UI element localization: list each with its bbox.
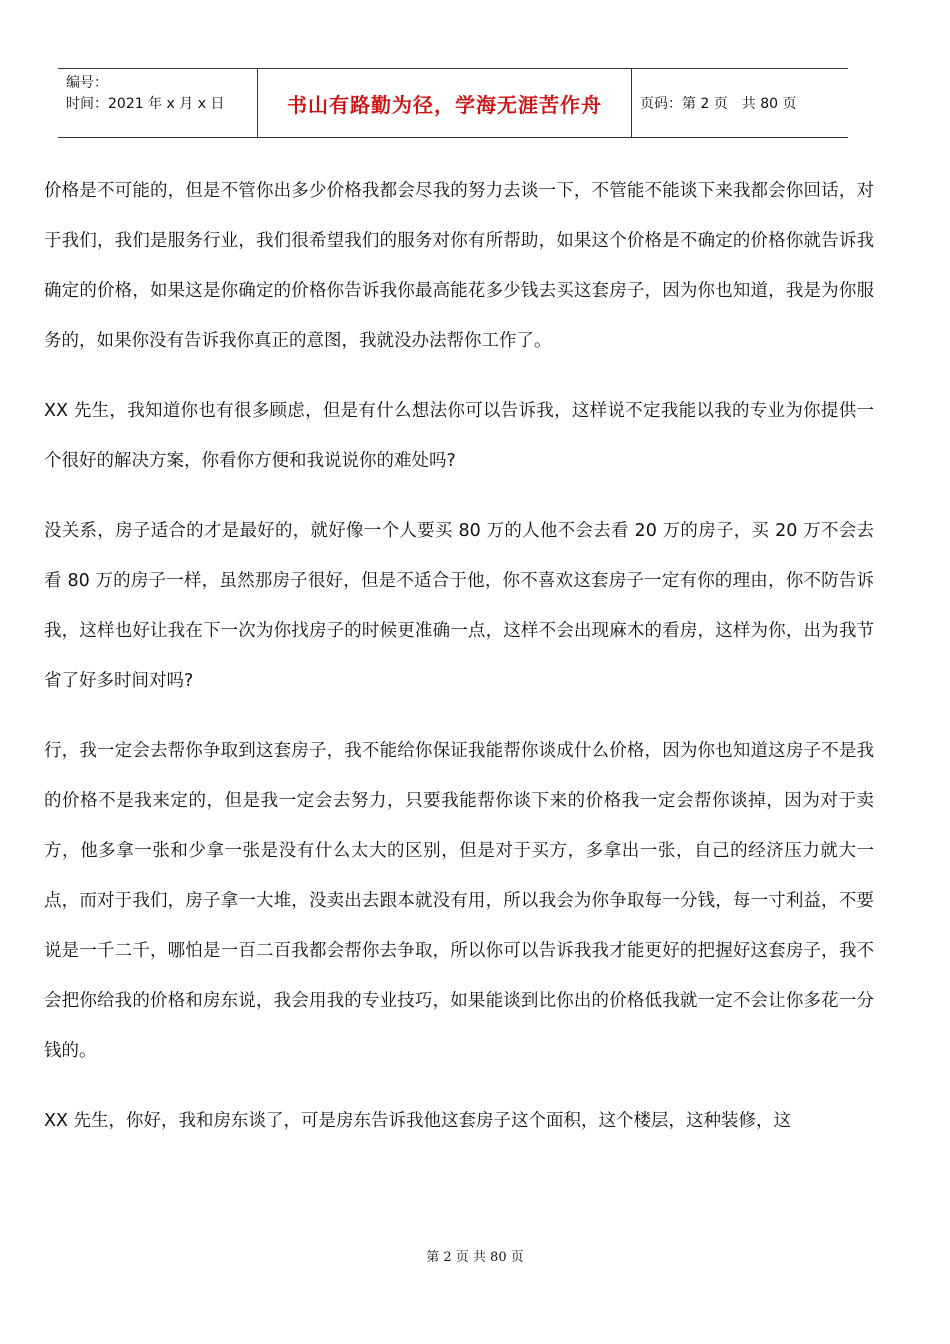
header-motto: 书山有路勤为径，学海无涯苦作舟	[258, 69, 632, 137]
paragraph-5: XX 先生，你好，我和房东谈了，可是房东告诉我他这套房子这个面积，这个楼层，这种装修，这	[44, 1111, 792, 1131]
document-body	[44, 166, 874, 1166]
paragraph-2: XX 先生，我知道你也有很多顾虑，但是有什么想法你可以告诉我，这样说不定我能以我的专业为你提供一个很好的解决方案，你看你方便和我说说你的难处吗?	[44, 401, 874, 471]
document-header	[58, 68, 848, 138]
header-page-label: 页码：第 2 页 共 80 页	[640, 96, 797, 112]
page-footer: 第 2 页 共 80 页	[426, 1250, 524, 1265]
paragraph-1: 价格是不可能的，但是不管你出多少价格我都会尽我的努力去谈一下，不管能不能谈下来我都会你回话，对于我们，我们是服务行业，我们很希望我们的服务对你有所帮助，如果这个价格是不确定的价格你就告诉我确定的价格，如果这是你确定的价格你告诉我你最高能花多少钱去买这套房子，因为你也知道，我是为你服务的，如果你没有告诉我你真正的意图，我就没办法帮你工作了。	[44, 181, 874, 351]
time-label: 时间：2021 年 x 月 x 日	[66, 96, 225, 112]
paragraph-3: 没关系，房子适合的才是最好的，就好像一个人要买 80 万的人他不会去看 20 万的房子，买 20 万不会去看 80 万的房子一样，虽然那房子很好，但是不适合于他，你不喜欢这套房子一定有你的理由，你不防告诉我，这样也好让我在下一次为你找房子的时候更准确一点，这样不会出现麻木的看房，这样为你，出为我节省了好多时间对吗?	[44, 521, 874, 691]
header-meta	[58, 69, 258, 137]
paragraph-4: 行，我一定会去帮你争取到这套房子，我不能给你保证我能帮你谈成什么价格，因为你也知道这房子不是我的价格不是我来定的，但是我一定会去努力，只要我能帮你谈下来的价格我一定会帮你谈掉，因为对于卖方，他多拿一张和少拿一张是没有什么太大的区别，但是对于买方，多拿出一张，自己的经济压力就大一点，而对于我们，房子拿一大堆，没卖出去跟本就没有用，所以我会为你争取每一分钱，每一寸利益，不要说是一千二千，哪怕是一百二百我都会帮你去争取，所以你可以告诉我我才能更好的把握好这套房子，我不会把你给我的价格和房东说，我会用我的专业技巧，如果能谈到比你出的价格低我就一定不会让你多花一分钱的。	[44, 741, 874, 1061]
number-label: 编号：	[66, 75, 108, 91]
